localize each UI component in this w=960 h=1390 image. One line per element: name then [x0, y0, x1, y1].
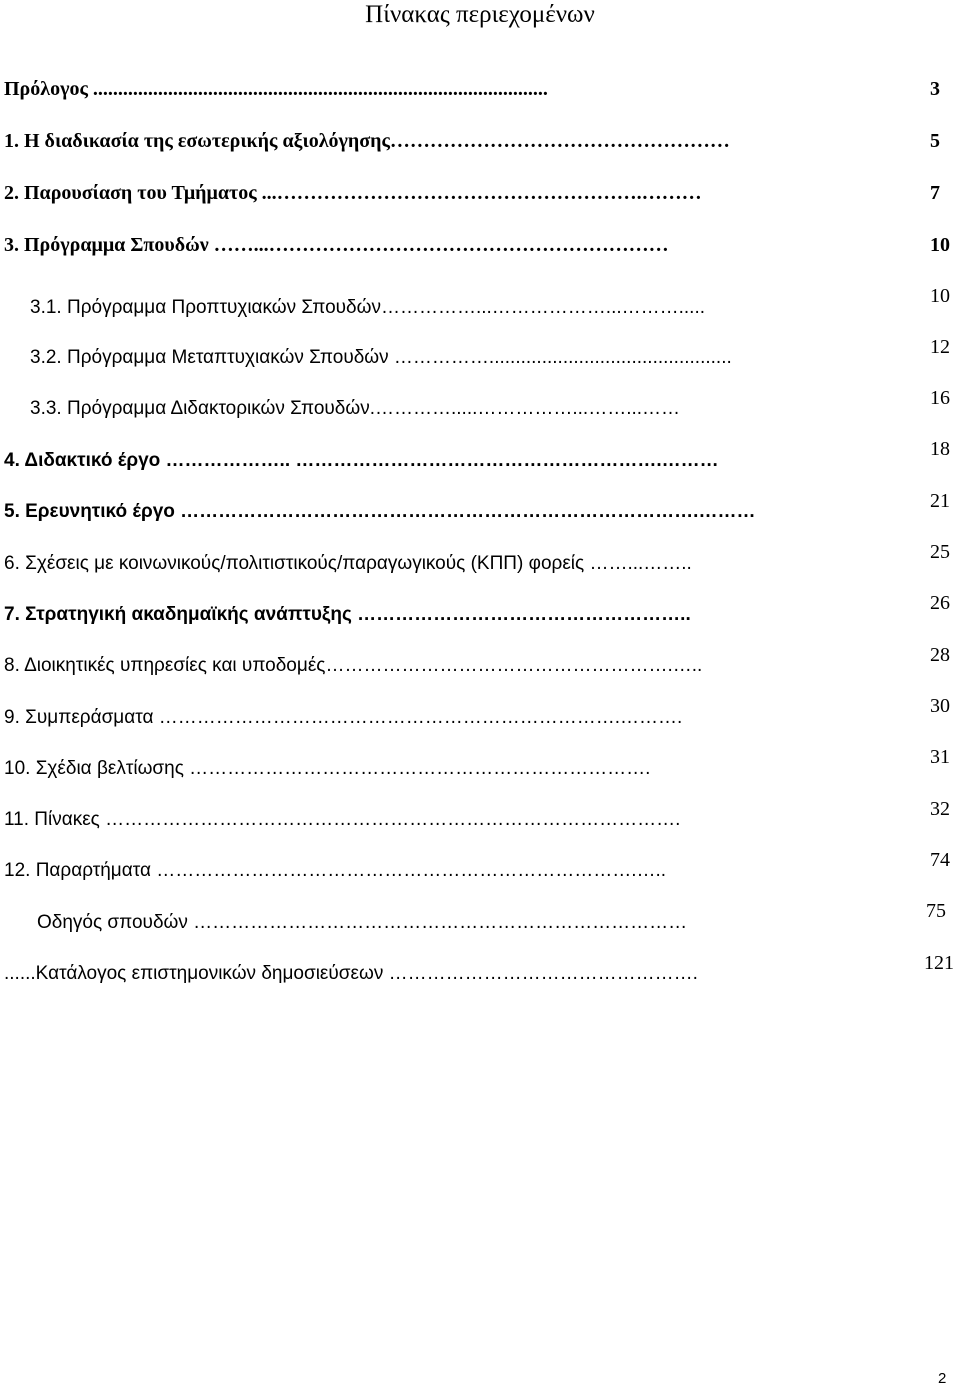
toc-entry-kpp-relations[interactable]: 6. Σχέσεις με κοινωνικούς/πολιτιστικούς/παραγωγικούς (ΚΠΠ) φορείς ……...……..	[4, 553, 692, 574]
toc-entry-department-presentation[interactable]: 2. Παρουσίαση του Τμήματος ...……………………………………………….………	[4, 182, 702, 204]
toc-page-tables: 32	[930, 798, 950, 820]
toc-entry-postgraduate[interactable]: 3.2. Πρόγραμμα Μεταπτυχιακών Σπουδών ……………..............................................	[30, 347, 732, 368]
toc-page-publications-list: 121	[924, 952, 954, 974]
toc-entry-internal-evaluation[interactable]: 1. Η διαδικασία της εσωτερικής αξιολόγησης……………………………………………	[4, 130, 730, 152]
toc-entry-publications-list[interactable]: ......Κατάλογος επιστημονικών δημοσιεύσεων ………………………………………….	[4, 963, 698, 984]
toc-page-appendices: 74	[930, 849, 950, 871]
toc-entry-administrative-services[interactable]: 8. Διοικητικές υπηρεσίες και υποδομές……………………………………………….…..	[4, 655, 703, 676]
toc-page-postgraduate: 12	[930, 336, 950, 358]
page-title: Πίνακας περιεχομένων	[365, 1, 595, 28]
toc-page-conclusions: 30	[930, 695, 950, 717]
toc-entry-doctoral[interactable]: 3.3. Πρόγραμμα Διδακτορικών Σπουδών.………….....……………...……...……	[30, 398, 681, 419]
toc-entry-improvement-plans[interactable]: 10. Σχέδια βελτίωσης ……………………………………………………………….	[4, 758, 651, 779]
footer-page-number: 2	[938, 1370, 947, 1387]
toc-entry-appendices[interactable]: 12. Παραρτήματα ………………………………………………………………….…..	[4, 860, 667, 881]
toc-page-academic-strategy: 26	[930, 592, 950, 614]
toc-entry-research-work[interactable]: 5. Ερευνητικό έργο ……………………………………………………………………….………	[4, 501, 756, 522]
toc-page-prologue: 3	[930, 78, 940, 100]
toc-page-research-work: 21	[930, 490, 950, 512]
toc-page-study-guide: 75	[926, 900, 946, 922]
toc-entry-prologue[interactable]: Πρόλογος ...........................................................................................	[4, 78, 548, 100]
toc-page-study-programme: 10	[930, 234, 950, 256]
toc-page-undergraduate: 10	[930, 285, 950, 307]
toc-page-improvement-plans: 31	[930, 746, 950, 768]
toc-page-teaching-work: 18	[930, 438, 950, 460]
toc-page-doctoral: 16	[930, 387, 950, 409]
toc-entry-undergraduate[interactable]: 3.1. Πρόγραμμα Προπτυχιακών Σπουδών……………...………………...……….....	[30, 297, 706, 318]
toc-page-department-presentation: 7	[930, 182, 940, 204]
toc-page-internal-evaluation: 5	[930, 130, 940, 152]
toc-entry-conclusions[interactable]: 9. Συμπεράσματα ……………………………………………………………….……….	[4, 707, 683, 728]
toc-page-kpp-relations: 25	[930, 541, 950, 563]
toc-entry-teaching-work[interactable]: 4. Διδακτικό έργο ……………….. ………………………………………………….………	[4, 450, 719, 471]
toc-page-administrative-services: 28	[930, 644, 950, 666]
toc-entry-tables[interactable]: 11. Πίνακες ……………………………………………………………………………….	[4, 809, 681, 830]
toc-entry-study-guide[interactable]: Οδηγός σπουδών ……………………………………………………………………	[37, 912, 688, 933]
toc-entry-study-programme[interactable]: 3. Πρόγραμμα Σπουδών ……...……………………………………………………	[4, 234, 669, 256]
toc-entry-academic-strategy[interactable]: 7. Στρατηγική ακαδημαϊκής ανάπτυξης ……………………………………………..	[4, 604, 691, 625]
